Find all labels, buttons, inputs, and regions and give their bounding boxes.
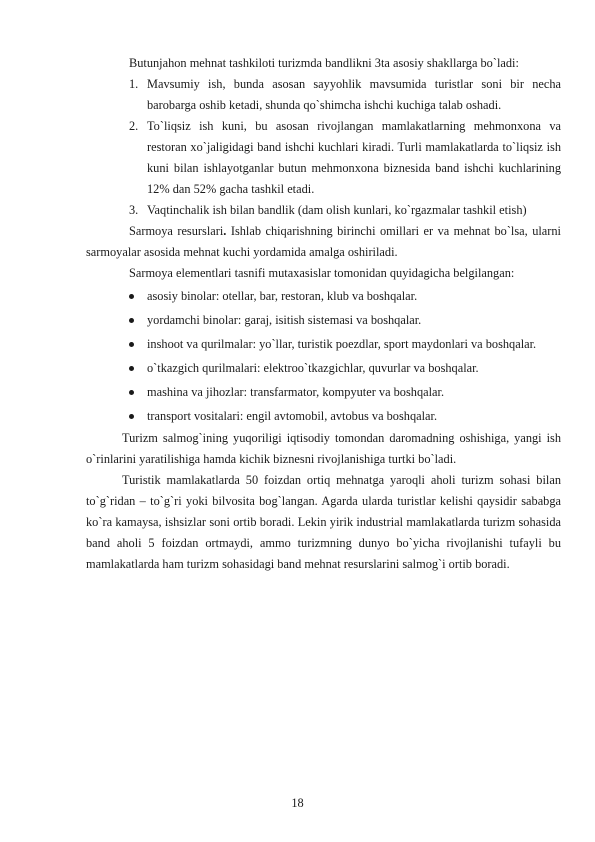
item-text: Vaqtinchalik ish bilan bandlik (dam olish kunlari, ko`rgazmalar tashkil etish) [147,203,527,217]
term-period: . [223,224,227,238]
bullet-item [86,284,561,308]
item-text: Mavsumiy ish, bunda asosan sayyohlik mavsumida turistlar soni bir necha barobarga oshib ketadi, shunda qo`shimcha ishchi kuchiga talab oshadi. [147,77,561,112]
paragraph-tourism-share: Turizm salmog`ining yuqoriligi iqtisodiy tomondan daromadning oshishiga, yangi ish o`rinlarini yaratilishiga hamda kichik biznesni rivojlanishiga turtki bo`ladi. [86,431,561,466]
bullet-icon [129,414,134,419]
bullet-text: asosiy binolar: otellar, bar, restoran, klub va boshqalar. [147,289,418,303]
paragraph-investment-classification: Sarmoya elementlari tasnifi mutaxasislar tomonidan quyidagicha belgilangan: [129,266,515,280]
bullet-item [86,308,561,332]
bullet-text: mashina va jihozlar: transfarmator, kompyuter va boshqalar. [147,385,445,399]
bullet-item [86,380,561,404]
term-investment-resources: Sarmoya resurslari [129,224,224,238]
numbered-item-2 [86,116,561,200]
bullet-icon [129,390,134,395]
paragraph-tourist-countries: Turistik mamlakatlarda 50 foizdan ortiq mehnatga yaroqli aholi turizm sohasi bilan to`g`ridan – to`g`ri yoki bilvosita bog`langan. Agarda ularda turistlar kelishi qaysidir sababga ko`ra kamaysa, ishsizlar soni ortib boradi. Lekin yirik industrial mamlakatlarda turizm sohasida band aholi 5 foizdan ortmaydi, ammo turizmning dunyo bo`yicha rivojlanishi tufayli bu mamlakatlarda ham turizm sohasidagi band mehnat resurslarini salmog`i ortib boradi. [86,473,561,571]
numbered-item-3 [86,200,561,221]
bullet-text: inshoot va qurilmalar: yo`llar, turistik poezdlar, sport maydonlari va boshqalar. [147,337,537,351]
paragraph-employment-forms: Butunjahon mehnat tashkiloti turizmda bandlikni 3ta asosiy shakllarga bo`ladi: [129,56,519,70]
bullet-text: transport vositalari: engil avtomobil, avtobus va boshqalar. [147,409,438,423]
page-number: 18 [291,796,304,810]
document-page [86,53,561,575]
paragraph-body: Ishlab chiqarishning birinchi omillari er va mehnat bo`lsa, ularni sarmoyalar asosida mehnat kuchi yordamida amalga oshiriladi. [86,224,561,259]
bullet-item [86,356,561,380]
bullet-icon [129,294,134,299]
bullet-icon [129,318,134,323]
item-number: 2. [129,119,139,133]
item-text: To`liqsiz ish kuni, bu asosan rivojlangan mamlakatlarning mehmonxona va restoran xo`jaligidagi band ishchi kuchlari kiradi. Turli mamlakatlarda to`liqsiz ish kuni bilan ishlayotganlar butun mehmonxona biznesida band ishchi kuchlarining 12% dan 52% gacha tashkil etadi. [147,119,561,196]
item-number: 3. [129,203,139,217]
bullet-text: yordamchi binolar: garaj, isitish sistemasi va boshqalar. [147,313,422,327]
bullet-item [86,404,561,428]
numbered-item-1 [86,74,561,116]
item-number: 1. [129,77,139,91]
bullet-icon [129,366,134,371]
bullet-icon [129,342,134,347]
paragraph-investment-resources [86,221,561,263]
bullet-text: o`tkazgich qurilmalari: elektroo`tkazgichlar, quvurlar va boshqalar. [147,361,479,375]
bullet-item [86,332,561,356]
